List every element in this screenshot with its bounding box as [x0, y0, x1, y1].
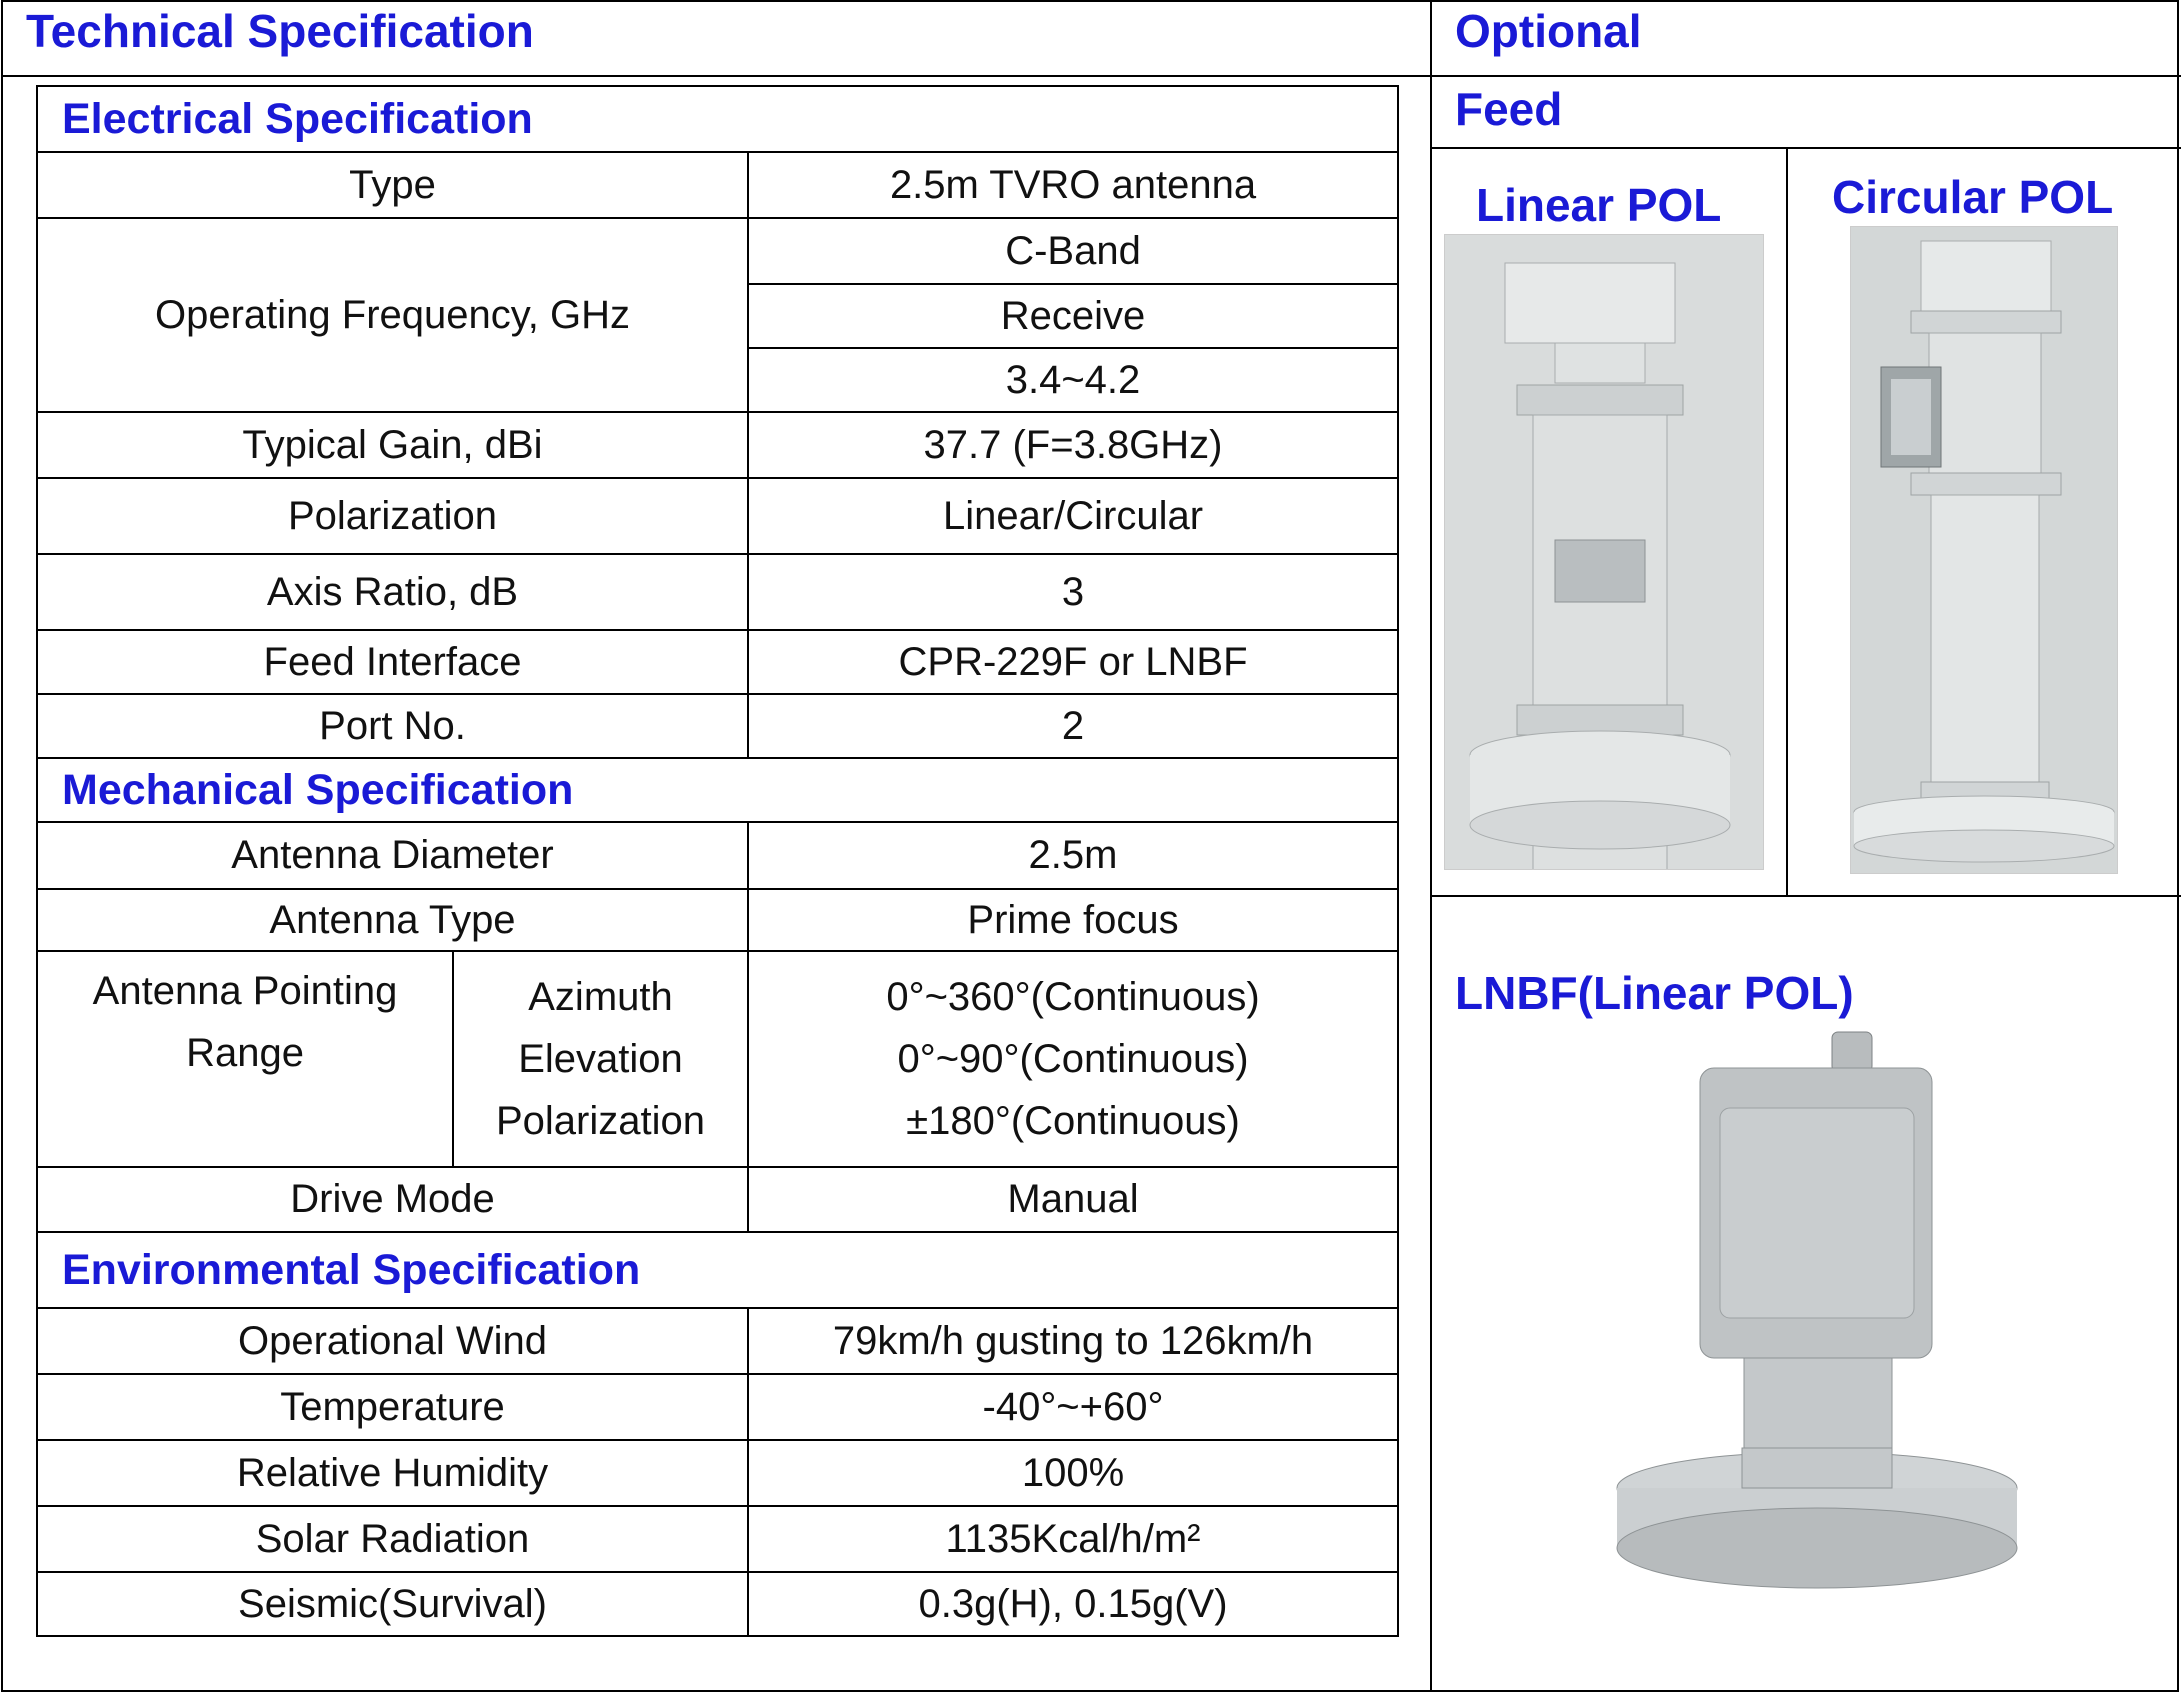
type-label: Type — [37, 152, 748, 218]
environmental-title: Environmental Specification — [37, 1232, 1398, 1308]
linear-pol-feed-image — [1444, 234, 1764, 870]
freq-label: Operating Frequency, GHz — [37, 218, 748, 412]
drive-value: Manual — [748, 1167, 1398, 1232]
table-row — [37, 1440, 1398, 1506]
axis-label: Axis Ratio, dB — [37, 554, 748, 630]
wind-value: 79km/h gusting to 126km/h — [748, 1308, 1398, 1374]
pol-divider — [1786, 147, 1788, 897]
table-row — [37, 630, 1398, 694]
feed-interface-value: CPR-229F or LNBF — [748, 630, 1398, 694]
lnbf-image — [1592, 1028, 2042, 1628]
table-row — [37, 951, 1398, 1167]
circular-pol-label: Circular POL — [1832, 171, 2114, 223]
humidity-value: 100% — [748, 1440, 1398, 1506]
port-value: 2 — [748, 694, 1398, 758]
table-row — [37, 889, 1398, 951]
table-row — [37, 1572, 1398, 1636]
temperature-value: -40°~+60° — [748, 1374, 1398, 1440]
port-label: Port No. — [37, 694, 748, 758]
feed-interface-label: Feed Interface — [37, 630, 748, 694]
table-row — [37, 1374, 1398, 1440]
table-row — [37, 218, 1398, 284]
section-row — [37, 86, 1398, 152]
antenna-type-value: Prime focus — [748, 889, 1398, 951]
lnbf-label: LNBF(Linear POL) — [1455, 967, 1854, 1019]
freq-range: 3.4~4.2 — [748, 348, 1398, 412]
elevation-label: Elevation — [518, 1037, 683, 1081]
table-row — [37, 478, 1398, 554]
table-row — [37, 1506, 1398, 1572]
seismic-value: 0.3g(H), 0.15g(V) — [748, 1572, 1398, 1636]
diameter-label: Antenna Diameter — [37, 822, 748, 889]
spec-table — [36, 85, 1399, 1637]
axis-value: 3 — [748, 554, 1398, 630]
mechanical-title: Mechanical Specification — [37, 758, 1398, 822]
pol-label: Polarization — [37, 478, 748, 554]
seismic-label: Seismic(Survival) — [37, 1572, 748, 1636]
table-row — [37, 822, 1398, 889]
diameter-value: 2.5m — [748, 822, 1398, 889]
type-value: 2.5m TVRO antenna — [748, 152, 1398, 218]
table-row — [37, 152, 1398, 218]
polarization-axis-label: Polarization — [495, 1099, 705, 1143]
lnbf-divider — [1432, 895, 2181, 897]
pol-value: Linear/Circular — [748, 478, 1398, 554]
freq-band: C-Band — [748, 218, 1398, 284]
circular-pol-feed-image — [1850, 226, 2118, 874]
gain-value: 37.7 (F=3.8GHz) — [748, 412, 1398, 478]
pointing-values — [748, 951, 1398, 1167]
table-row — [37, 554, 1398, 630]
linear-pol-label: Linear POL — [1476, 179, 1722, 231]
gain-label: Typical Gain, dBi — [37, 412, 748, 478]
solar-value: 1135Kcal/h/m² — [748, 1506, 1398, 1572]
antenna-type-label: Antenna Type — [37, 889, 748, 951]
column-divider — [1430, 0, 1432, 1692]
pointing-label-line2: Range — [186, 1031, 304, 1075]
humidity-label: Relative Humidity — [37, 1440, 748, 1506]
drive-label: Drive Mode — [37, 1167, 748, 1232]
azimuth-value: 0°~360°(Continuous) — [886, 975, 1260, 1019]
elevation-value: 0°~90°(Continuous) — [897, 1037, 1249, 1081]
section-row — [37, 758, 1398, 822]
pointing-range-label — [37, 951, 453, 1167]
section-row — [37, 1232, 1398, 1308]
table-row — [37, 412, 1398, 478]
freq-mode: Receive — [748, 284, 1398, 348]
feed-title: Feed — [1455, 83, 1563, 135]
polarization-axis-value: ±180°(Continuous) — [906, 1099, 1240, 1143]
table-row — [37, 694, 1398, 758]
header-divider — [1, 75, 2181, 77]
technical-spec-title: Technical Specification — [26, 5, 534, 57]
pointing-axes — [453, 951, 748, 1167]
azimuth-label: Azimuth — [528, 975, 673, 1019]
optional-title: Optional — [1455, 5, 1642, 57]
electrical-title: Electrical Specification — [37, 86, 1398, 152]
feed-divider — [1432, 147, 2181, 149]
pointing-label-line1: Antenna Pointing — [92, 969, 398, 1013]
temperature-label: Temperature — [37, 1374, 748, 1440]
table-row — [37, 1308, 1398, 1374]
solar-label: Solar Radiation — [37, 1506, 748, 1572]
wind-label: Operational Wind — [37, 1308, 748, 1374]
table-row — [37, 1167, 1398, 1232]
